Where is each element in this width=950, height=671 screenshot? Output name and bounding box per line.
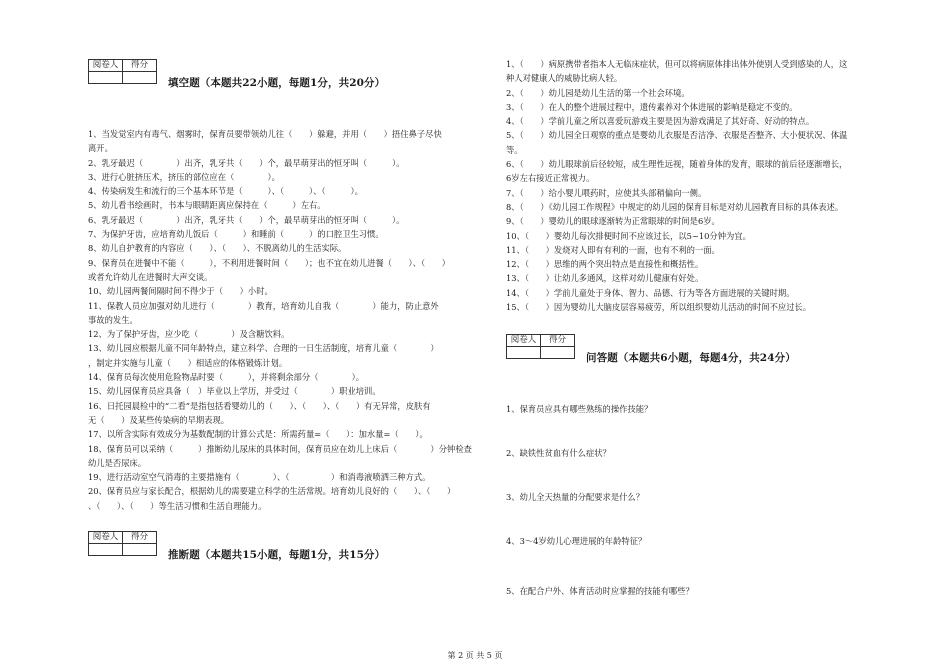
score-box-judge — [88, 531, 157, 556]
fill-question-line: 或者允许幼儿在进餐时大声交谈。 — [88, 271, 213, 282]
judge-question-line: 11、（ ）发烧对人即有有利的一面，也有不利的一面。 — [506, 244, 720, 255]
score-box-cell — [541, 347, 575, 359]
fill-question-line: 11、保教人员应加强对幼儿进行（ ）教育，培育幼儿自我（ ）能力，防止意外 — [88, 300, 439, 311]
fill-question-line: 12、为了保护牙齿，应少吃（ ）及含糖饮料。 — [88, 329, 290, 340]
page-footer: 第 2 页 共 5 页 — [447, 651, 503, 660]
judge-question-line: 5、（ ）幼儿园全日观察的重点是婴幼儿衣服是否洁净、衣服是否整齐、大小便状况、体温 — [506, 130, 848, 141]
fill-question-line: 19、进行活动室空气消毒的主要措施有（ ）、（ ）和消毒液喷洒三种方式。 — [88, 472, 431, 483]
judge-question-line: 6岁左右接近正常视力。 — [506, 173, 595, 184]
fill-section-title: 填空题（本题共22小题，每题1分，共20分） — [168, 77, 386, 89]
score-box-cell — [89, 72, 123, 84]
fill-question-line: 8、幼儿自护教育的内容应（ ）、（ ）、不脱离幼儿的生活实际。 — [88, 243, 347, 254]
judge-question-line: 13、（ ）让幼儿多通风，这样对幼儿健康有好处。 — [506, 273, 704, 284]
judge-question-line: 8、（ ）《幼儿园工作规程》中规定的幼儿园的保育目标是对幼儿园教育目标的具体表述。 — [506, 201, 844, 212]
score-box-cell — [507, 347, 541, 359]
qa-question: 3、幼儿全天热量的分配要求是什么？ — [506, 492, 645, 502]
score-box-reviewer-label: 阅卷人 — [89, 532, 123, 544]
judge-question-line: 4、（ ）学前儿童之所以喜爱玩游戏主要是因为游戏满足了其好奇、好动的特点。 — [506, 116, 815, 127]
fill-question-line: 事故的发生。 — [88, 314, 138, 325]
fill-question-line: 14、保育员每次使用危险物品时要（ ），并将剩余部分（ ）。 — [88, 372, 365, 383]
fill-question-line: 15、幼儿园保育员应具备（ ）毕业以上学历，并受过（ ）职业培训。 — [88, 386, 381, 397]
judge-question-line: 等。 — [506, 144, 523, 155]
fill-questions — [88, 127, 472, 513]
score-box-cell — [89, 544, 123, 556]
fill-question-line: 无（ ）及某些传染病的早期表现。 — [88, 414, 230, 425]
fill-question-line: 7、为保护牙齿，应培育幼儿饭后（ ）和睡前（ ）的口腔卫生习惯。 — [88, 229, 384, 240]
fill-question-line: 10、幼儿园两餐间隔时间不得少于（ ）小时。 — [88, 286, 273, 297]
judge-question-line: 3、（ ）在人的整个进展过程中，遗传素养对个体进展的影响是稳定不变的。 — [506, 101, 798, 112]
qa-question: 4、3～4岁幼儿心理进展的年龄特征？ — [506, 536, 647, 546]
fill-question-line: 18、保育员可以采纳（ ）推断幼儿尿床的具体时间，保育员应在幼儿上床后（ ）分钟检查 — [88, 443, 472, 454]
judge-question-line: 9、（ ）婴幼儿的眼球逐渐转为正常眼球的时间是6岁。 — [506, 216, 720, 227]
judge-question-line: 14、（ ）学前儿童处于身体、智力、品德、行为等各方面进展的关键时期。 — [506, 287, 795, 298]
fill-question-line: 幼儿是否尿床。 — [88, 457, 147, 468]
judge-question-line: 1、（ ）病原携带者指本人无临床症状，但可以将病原体排出体外使别人受到感染的人，这 — [506, 59, 848, 69]
fill-question-line: 16、日托园晨检中的“二看”是指包括看婴幼儿的（ ）、（ ）、（ ）有无异常，皮肤有 — [88, 400, 431, 411]
fill-question-line: 离开。 — [88, 143, 113, 154]
fill-question-line: 6、乳牙最迟（ ）出齐，乳牙共（ ）个，最早萌芽出的恒牙叫（ ）。 — [88, 214, 405, 225]
score-box-cell — [123, 72, 157, 84]
score-box-score-label: 得分 — [123, 532, 157, 544]
qa-section-title: 问答题（本题共6小题，每题4分，共24分） — [586, 352, 796, 364]
judge-question-line: 2、（ ）幼儿园是幼儿生活的第一个社会环境。 — [506, 87, 690, 98]
judge-section-title: 推断题（本题共15小题，每题1分，共15分） — [168, 549, 386, 561]
judge-question-line: 15、（ ）因为婴幼儿大脑皮层容易疲劳，所以组织婴幼儿活动的时间不应过长。 — [506, 302, 812, 313]
judge-question-line: 6、（ ）幼儿眼球前后径较短，成生理性远视，随着身体的发育，眼球的前后径逐渐增长， — [506, 159, 848, 170]
fill-question-line: 20、保育员应与家长配合，根据幼儿的需要建立科学的生活常规。培育幼儿良好的（ ）、（ ） — [88, 486, 456, 497]
score-box-score-label: 得分 — [123, 60, 157, 72]
fill-question-line: 2、乳牙最迟（ ）出齐，乳牙共（ ）个，最早萌芽出的恒牙叫（ ）。 — [88, 157, 405, 168]
qa-question: 1、保育员应具有哪些熟练的操作技能？ — [506, 404, 653, 414]
fill-question-line: 4、传染病发生和流行的三个基本环节是（ ）、（ ）、（ ）。 — [88, 186, 363, 197]
fill-question-line: 3、进行心脏挤压术，挤压的部位应在（ ）。 — [88, 171, 280, 182]
score-box-reviewer-label: 阅卷人 — [507, 335, 541, 347]
qa-question: 2、缺铁性贫血有什么症状？ — [506, 448, 611, 458]
fill-question-line: 9、保育员在进餐中不能（ ），不利用进餐时间（ ）；也不宜在幼儿进餐（ ）、（ ） — [88, 257, 451, 268]
judge-question-line: 10、（ ）婴幼儿每次排便时间不应该过长，以5~10分钟为宜。 — [506, 230, 751, 241]
score-box-qa — [506, 334, 575, 359]
score-box-cell — [123, 544, 157, 556]
judge-question-line: 12、（ ）思维的两个突出特点是直接性和概括性。 — [506, 259, 704, 270]
score-box-reviewer-label: 阅卷人 — [89, 60, 123, 72]
score-box-fill — [88, 59, 157, 84]
fill-question-line: 17、以所含实际有效成分为基数配制的计算公式是：所需药量=（ ）：加水量=（ ）。 — [88, 429, 428, 440]
judge-question-line: 种人对健康人的威胁比病人轻。 — [506, 73, 623, 84]
fill-question-line: 1、当发觉室内有毒气、烟雾时，保育员要带领幼儿往（ ）躲避，并用（ ）捂住鼻子尽快 — [88, 129, 442, 139]
score-box-score-label: 得分 — [541, 335, 575, 347]
fill-question-line: ，制定并实施与儿童（ ）相适应的体格锻炼计划。 — [88, 357, 288, 368]
fill-question-line: 、（ ）、（ ）等生活习惯和生活自理能力。 — [88, 500, 267, 511]
fill-question-line: 5、幼儿看书绘画时，书本与眼睛距离应保持在（ ）左右。 — [88, 200, 326, 211]
qa-question: 5、在配合户外、体育活动时应掌握的技能有哪些？ — [506, 586, 694, 596]
judge-question-line: 7、（ ）给小婴儿喂药时，应使其头部稍偏向一侧。 — [506, 187, 707, 198]
judge-questions — [506, 57, 847, 314]
fill-question-line: 13、幼儿园应根据儿童不同年龄特点，建立科学、合理的一日生活制度，培育儿童（ ） — [88, 343, 439, 354]
